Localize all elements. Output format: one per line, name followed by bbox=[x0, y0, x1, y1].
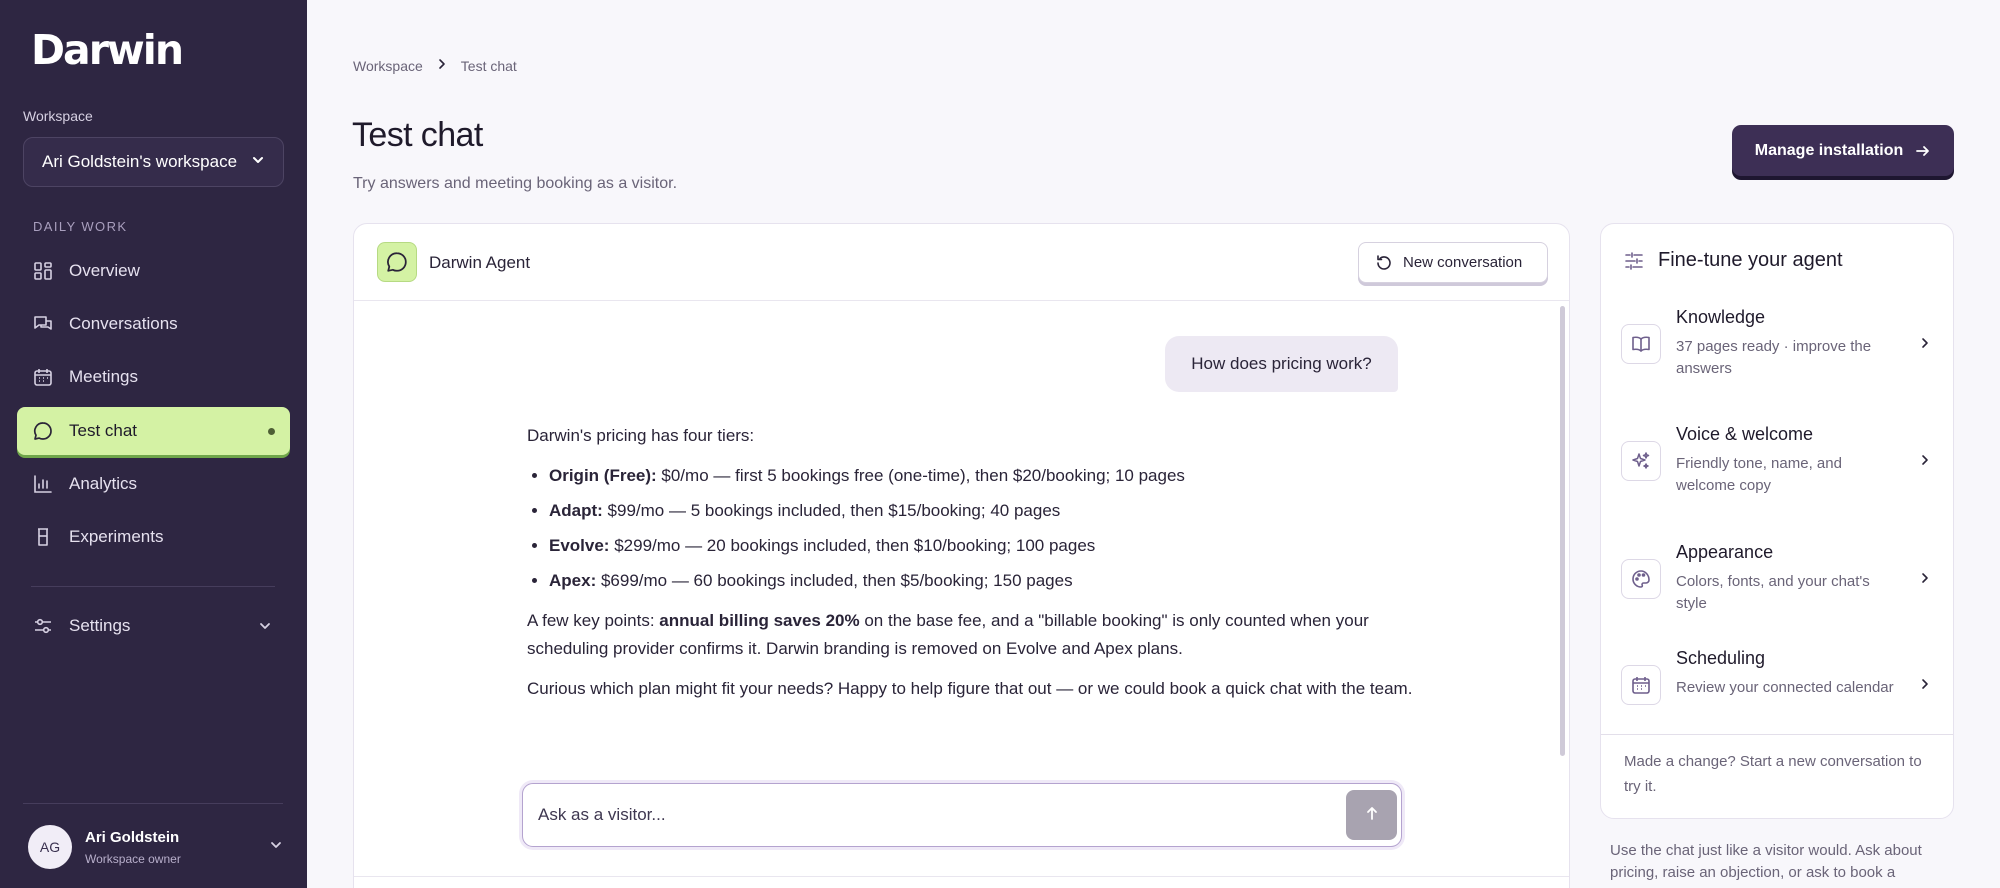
chevron-right-icon bbox=[1920, 453, 1930, 472]
chat-input-box bbox=[522, 783, 1402, 847]
grid-icon bbox=[33, 261, 53, 281]
manage-installation-button[interactable] bbox=[1732, 125, 1954, 176]
fine-tune-title: Fine-tune your agent bbox=[1658, 249, 1843, 271]
active-indicator-dot bbox=[268, 428, 275, 435]
tune-item-name: Voice & welcome bbox=[1676, 424, 1814, 444]
page-subtitle: Try answers and meeting booking as a visitor. bbox=[353, 175, 678, 192]
breadcrumb-current: Test chat bbox=[460, 57, 517, 74]
list-item bbox=[549, 567, 1417, 595]
refresh-icon bbox=[1375, 254, 1393, 272]
chat-panel bbox=[353, 223, 1570, 888]
avatar: AG bbox=[28, 825, 72, 869]
arrow-up-icon bbox=[1365, 805, 1379, 826]
fine-tune-panel bbox=[1600, 223, 1954, 819]
tier-name: Origin (Free): bbox=[549, 466, 657, 485]
agent-name: Darwin Agent bbox=[429, 253, 531, 272]
tier-name: Evolve: bbox=[549, 536, 610, 555]
palette-icon bbox=[1621, 559, 1661, 599]
chat-scrollbar[interactable] bbox=[1560, 306, 1565, 756]
tune-item-desc: 37 pages ready · improve the answers bbox=[1676, 338, 1872, 377]
sidebar-item-label: Conversations bbox=[69, 314, 178, 333]
sidebar-item-label: Meetings bbox=[69, 367, 138, 386]
sidebar-item-label: Test chat bbox=[69, 421, 138, 440]
tier-detail: $0/mo — first 5 bookings free (one-time), then $20/booking; 10 pages bbox=[656, 466, 1185, 485]
tier-detail: $299/mo — 20 bookings included, then $10/booking; 100 pages bbox=[609, 536, 1096, 555]
tune-item-name: Appearance bbox=[1676, 542, 1774, 562]
answer-key-points bbox=[527, 607, 1417, 663]
fine-tune-divider bbox=[1601, 734, 1953, 735]
sidebar-item-conversations[interactable] bbox=[17, 300, 290, 348]
calendar-icon bbox=[1621, 665, 1661, 705]
chevron-down-icon bbox=[258, 618, 272, 638]
usage-note: Use the chat just like a visitor would. Ask about pricing, raise an objection, or ask to book a bbox=[1610, 842, 1922, 881]
tune-item-appearance[interactable] bbox=[1621, 535, 1936, 625]
tier-detail: $99/mo — 5 bookings included, then $15/booking; 40 pages bbox=[602, 501, 1061, 520]
tier-detail: $699/mo — 60 bookings included, then $5/booking; 150 pages bbox=[596, 571, 1073, 590]
key-points-prefix: A few key points: bbox=[527, 611, 660, 630]
manage-installation-label: Manage installation bbox=[1754, 141, 1904, 159]
user-name: Ari Goldstein bbox=[85, 828, 180, 846]
list-item bbox=[549, 462, 1417, 490]
workspace-select[interactable] bbox=[23, 137, 284, 187]
agent-answer bbox=[527, 422, 1417, 715]
answer-intro: Darwin's pricing has four tiers: bbox=[527, 426, 755, 445]
user-role: Workspace owner bbox=[85, 851, 181, 866]
sidebar bbox=[0, 0, 307, 888]
tune-item-desc: Review your connected calendar bbox=[1676, 679, 1894, 696]
sidebar-item-meetings[interactable] bbox=[17, 353, 290, 401]
section-label-daily-work: DAILY WORK bbox=[33, 219, 128, 234]
sidebar-item-overview[interactable] bbox=[17, 247, 290, 295]
answer-closing: Curious which plan might fit your needs? Happy to help figure that out — or we could book a quick chat with the team. bbox=[527, 679, 1413, 698]
sidebar-item-test-chat[interactable] bbox=[17, 407, 290, 455]
sliders-icon bbox=[33, 616, 53, 636]
tune-item-desc: Colors, fonts, and your chat's style bbox=[1676, 573, 1870, 612]
pricing-tier-list bbox=[549, 462, 1417, 595]
chat-bubble-icon bbox=[377, 242, 417, 282]
new-conversation-button[interactable] bbox=[1358, 242, 1548, 283]
book-icon bbox=[1621, 324, 1661, 364]
sidebar-item-label: Settings bbox=[69, 616, 131, 635]
chat-input[interactable] bbox=[538, 784, 1318, 846]
chat-header bbox=[354, 224, 1569, 301]
app-logo[interactable]: Darwin bbox=[31, 26, 183, 74]
tune-item-name: Knowledge bbox=[1676, 307, 1766, 327]
sparkles-icon bbox=[1621, 441, 1661, 481]
new-conversation-label: New conversation bbox=[1403, 254, 1523, 271]
sliders-icon bbox=[1624, 252, 1644, 270]
sidebar-item-analytics[interactable] bbox=[17, 460, 290, 508]
chevron-down-icon bbox=[251, 152, 265, 172]
tune-item-knowledge[interactable] bbox=[1621, 300, 1936, 390]
tune-item-scheduling[interactable] bbox=[1621, 641, 1936, 731]
workspace-select-value: Ari Goldstein's workspace bbox=[42, 152, 238, 171]
bar-chart-icon bbox=[33, 474, 53, 494]
chat-bubbles-icon bbox=[33, 314, 53, 334]
sidebar-item-label: Analytics bbox=[69, 474, 138, 493]
sidebar-item-settings[interactable] bbox=[17, 602, 290, 650]
sidebar-divider bbox=[31, 586, 275, 587]
chat-bubble-icon bbox=[33, 421, 53, 441]
breadcrumb-root[interactable]: Workspace bbox=[353, 57, 423, 74]
list-item bbox=[549, 532, 1417, 560]
flask-icon bbox=[33, 527, 53, 547]
calendar-icon bbox=[33, 367, 53, 387]
tier-name: Apex: bbox=[549, 571, 597, 590]
sidebar-item-experiments[interactable] bbox=[17, 513, 290, 561]
sidebar-divider bbox=[23, 803, 283, 804]
sidebar-item-label: Overview bbox=[69, 261, 140, 280]
tune-item-name: Scheduling bbox=[1676, 648, 1766, 668]
tier-name: Adapt: bbox=[549, 501, 603, 520]
breadcrumb bbox=[353, 57, 517, 74]
user-menu[interactable] bbox=[28, 822, 283, 872]
chevron-right-icon bbox=[1920, 336, 1930, 355]
fine-tune-footer: Made a change? Start a new conversation to try it. bbox=[1624, 753, 1922, 795]
chevron-down-icon bbox=[269, 838, 283, 857]
fine-tune-header bbox=[1624, 249, 1843, 272]
list-item bbox=[549, 497, 1417, 525]
tune-item-desc: Friendly tone, name, and welcome copy bbox=[1676, 455, 1842, 494]
chevron-right-icon bbox=[1920, 677, 1930, 696]
chat-footer-divider bbox=[354, 876, 1569, 877]
sidebar-item-label: Experiments bbox=[69, 527, 164, 546]
arrow-right-icon bbox=[1915, 144, 1931, 158]
user-message-bubble: How does pricing work? bbox=[1165, 336, 1398, 392]
key-points-suffix: on the base fee, and a "billable booking" is only counted when your scheduling provider confirms it. Darwin branding is removed on Evolve and Apex plans. bbox=[527, 611, 1369, 658]
chevron-right-icon bbox=[1920, 571, 1930, 590]
page-title: Test chat bbox=[352, 116, 483, 154]
workspace-label: Workspace bbox=[23, 108, 93, 124]
send-button[interactable] bbox=[1346, 790, 1397, 840]
key-points-bold: annual billing saves 20% bbox=[659, 611, 860, 630]
chevron-right-icon bbox=[437, 57, 447, 74]
tune-item-voice-welcome[interactable] bbox=[1621, 417, 1936, 507]
